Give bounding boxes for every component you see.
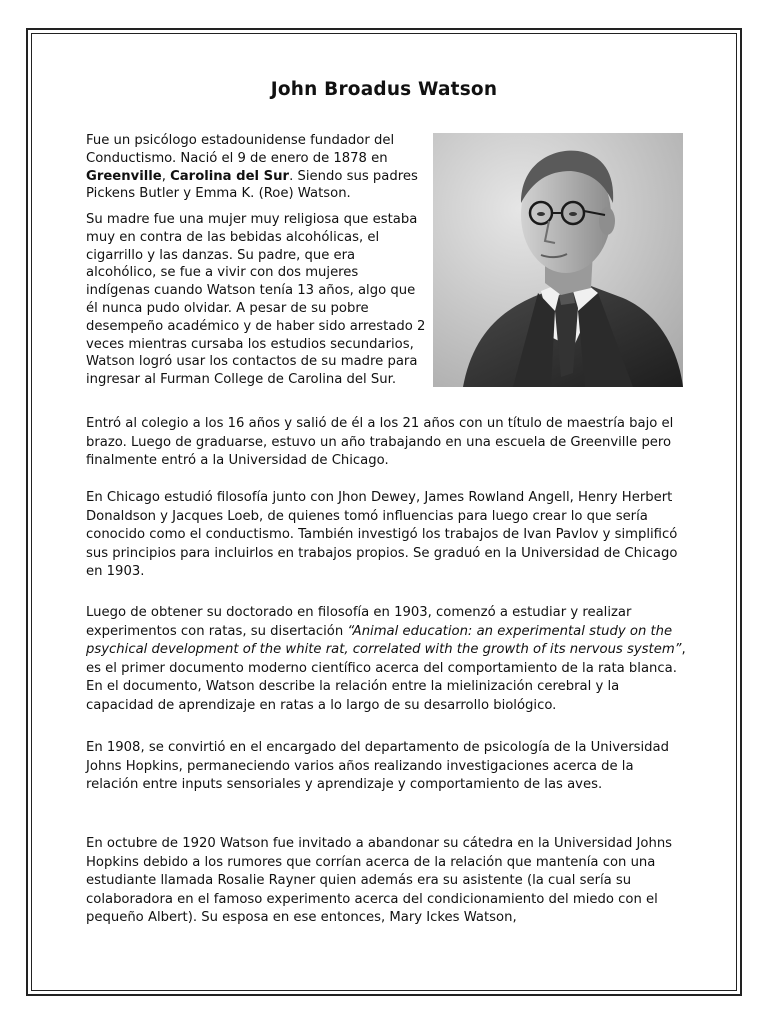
dissertation-title: “Animal education: an experimental study on the psychical development of the white rat, correlated with the growth of its nervous system”	[86, 623, 682, 657]
paragraph-4	[86, 489, 686, 582]
portrait-photo	[433, 133, 683, 387]
paragraph-1	[86, 132, 426, 203]
paragraph-1-text-b: . Siendo sus padres Pickens Butler y Emma K. (Roe) Watson.	[86, 168, 418, 202]
paragraph-5-text-b: , es el primer documento moderno científico acerca del comportamiento de la rata blanca. En el documento, Watson describe la relación entre la mielinización cerebral y la capacidad de aprendizaje en ratas a lo largo de su desarrollo biológico.	[86, 642, 686, 713]
paragraph-7	[86, 835, 686, 928]
place-greenville: Greenville	[86, 168, 162, 184]
page-title: John Broadus Watson	[270, 79, 498, 100]
paragraph-2-text: Su madre fue una mujer muy religiosa que estaba muy en contra de las bebidas alcohólicas, el cigarrillo y las danzas. Su padre, que era alcohólico, se fue a vivir con dos mujeres indígenas cuando Watson tenía 13 años, algo que él nunca pudo olvidar. A pesar de su pobre desempeño académico y de haber sido arrestado 2 veces mientras cursaba los estudios secundarios, Watson logró usar los contactos de su madre para ingresar al Furman College de Carolina del Sur.	[86, 212, 426, 388]
paragraph-1-text-a: Fue un psicólogo estadounidense fundador del Conductismo. Nació el 9 de enero de 1878 en	[86, 133, 395, 166]
paragraph-7-text: En octubre de 1920 Watson fue invitado a abandonar su cátedra en la Universidad Johns Hopkins debido a los rumores que corrían acerca de la relación que mantenía con una estudiante llamada Rosalie Rayner quien además era su asistente (la cual sería su colaboradora en el famoso experimento acerca del condicionamiento del miedo con el pequeño Albert). Su esposa en ese entonces, Mary Ickes Watson,	[86, 836, 673, 925]
paragraph-6	[86, 739, 686, 795]
paragraph-3-text: Entró al colegio a los 16 años y salió de él a los 21 años con un título de maestría bajo el brazo. Luego de graduarse, estuvo un año trabajando en una escuela de Greenville pero finalmente entró a la Universidad de Chicago.	[86, 416, 674, 468]
paragraph-5	[86, 604, 686, 715]
portrait-illustration	[433, 133, 683, 387]
paragraph-1-comma: ,	[161, 168, 171, 184]
paragraph-2	[86, 211, 426, 389]
paragraph-5-text-a: Luego de obtener su doctorado en filosofía en 1903, comenzó a estudiar y realizar experimentos con ratas, su disertación	[86, 605, 632, 639]
place-carolina-del-sur: Carolina del Sur	[170, 168, 290, 184]
paragraph-3	[86, 415, 686, 471]
paragraph-4-text: En Chicago estudió filosofía junto con Jhon Dewey, James Rowland Angell, Henry Herbert Donaldson y Jacques Loeb, de quienes tomó influencias para luego crear lo que sería conocido como el conductismo. También investigó los trabajos de Ivan Pavlov y simplificó sus principios para incluirlos en trabajos propios. Se graduó en la Universidad de Chicago en 1903.	[86, 490, 678, 579]
paragraph-6-text: En 1908, se convirtió en el encargado del departamento de psicología de la Universidad Johns Hopkins, permaneciendo varios años realizando investigaciones acerca de la relación entre inputs sensoriales y aprendizaje y comportamiento de las aves.	[86, 740, 669, 792]
